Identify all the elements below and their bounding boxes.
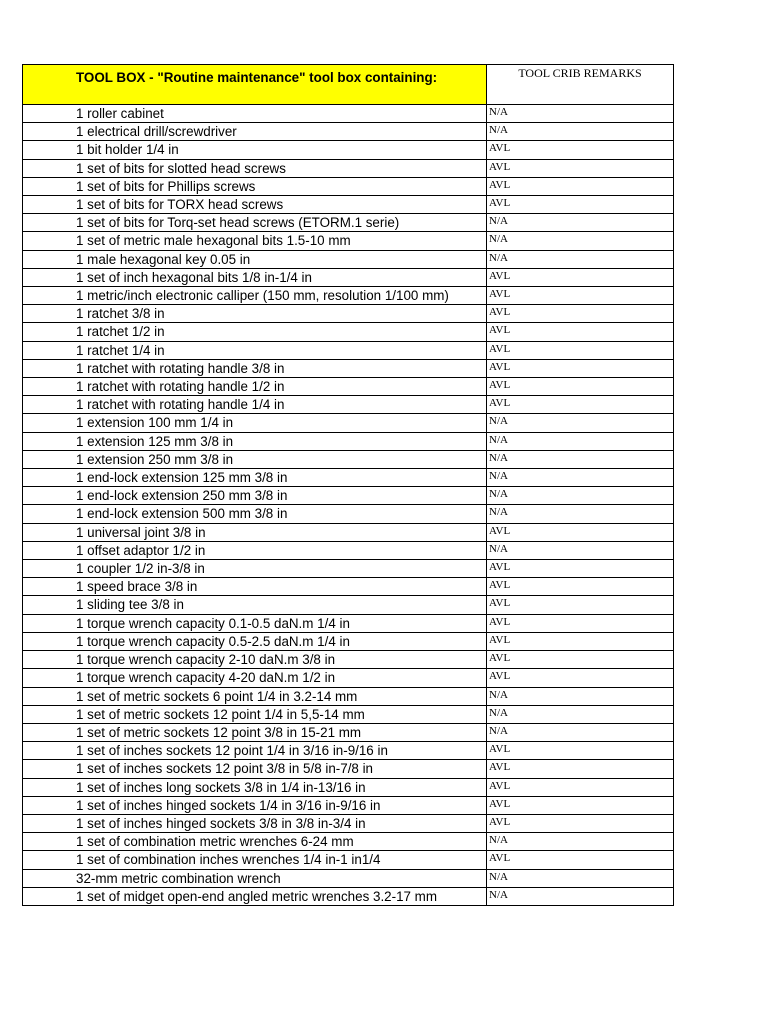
tool-item: 1 set of inches hinged sockets 1/4 in 3/16 in-9/16 in bbox=[23, 796, 487, 814]
table-row bbox=[23, 268, 674, 286]
tool-remark: N/A bbox=[487, 505, 674, 523]
tool-remark: AVL bbox=[487, 196, 674, 214]
tool-remark: AVL bbox=[487, 359, 674, 377]
tool-item: 1 ratchet 1/2 in bbox=[23, 323, 487, 341]
tool-item: 1 set of bits for slotted head screws bbox=[23, 159, 487, 177]
tool-item: 1 set of inches sockets 12 point 3/8 in 5/8 in-7/8 in bbox=[23, 760, 487, 778]
tool-item: 1 set of combination metric wrenches 6-24 mm bbox=[23, 833, 487, 851]
tool-item: 1 male hexagonal key 0.05 in bbox=[23, 250, 487, 268]
tool-remark: N/A bbox=[487, 705, 674, 723]
tool-remark: N/A bbox=[487, 541, 674, 559]
table-row bbox=[23, 796, 674, 814]
table-row bbox=[23, 469, 674, 487]
tool-remark: N/A bbox=[487, 432, 674, 450]
table-row bbox=[23, 432, 674, 450]
table-row bbox=[23, 541, 674, 559]
tool-remark: AVL bbox=[487, 796, 674, 814]
table-row bbox=[23, 723, 674, 741]
tool-remark: N/A bbox=[487, 450, 674, 468]
table-row bbox=[23, 833, 674, 851]
tool-item: 1 universal joint 3/8 in bbox=[23, 523, 487, 541]
tool-item: 1 extension 250 mm 3/8 in bbox=[23, 450, 487, 468]
table-row bbox=[23, 814, 674, 832]
tool-remark: AVL bbox=[487, 742, 674, 760]
tool-remark: AVL bbox=[487, 851, 674, 869]
table-row bbox=[23, 341, 674, 359]
tool-remark: AVL bbox=[487, 651, 674, 669]
tool-item: 1 set of metric sockets 12 point 3/8 in 15-21 mm bbox=[23, 723, 487, 741]
table-row bbox=[23, 323, 674, 341]
tool-item: 1 set of metric male hexagonal bits 1.5-10 mm bbox=[23, 232, 487, 250]
tool-remark: AVL bbox=[487, 323, 674, 341]
table-row bbox=[23, 159, 674, 177]
tool-remark: N/A bbox=[487, 414, 674, 432]
tool-box-table-body bbox=[23, 65, 674, 906]
tool-item: 1 electrical drill/screwdriver bbox=[23, 123, 487, 141]
tool-remark: AVL bbox=[487, 760, 674, 778]
table-row bbox=[23, 396, 674, 414]
tool-item: 1 offset adaptor 1/2 in bbox=[23, 541, 487, 559]
tool-remark: N/A bbox=[487, 232, 674, 250]
table-row bbox=[23, 505, 674, 523]
tool-remark: AVL bbox=[487, 396, 674, 414]
tool-item: 1 set of bits for Phillips screws bbox=[23, 177, 487, 195]
table-row bbox=[23, 414, 674, 432]
table-row bbox=[23, 578, 674, 596]
tool-remark: N/A bbox=[487, 723, 674, 741]
table-row bbox=[23, 487, 674, 505]
tool-item: 1 extension 125 mm 3/8 in bbox=[23, 432, 487, 450]
table-row bbox=[23, 232, 674, 250]
tool-remark: N/A bbox=[487, 687, 674, 705]
tool-remark: AVL bbox=[487, 632, 674, 650]
tool-item: 1 torque wrench capacity 4-20 daN.m 1/2 in bbox=[23, 669, 487, 687]
tool-remark: AVL bbox=[487, 669, 674, 687]
tool-remark: N/A bbox=[487, 887, 674, 905]
table-row bbox=[23, 760, 674, 778]
tool-item: 1 torque wrench capacity 2-10 daN.m 3/8 in bbox=[23, 651, 487, 669]
tool-item: 1 set of inches long sockets 3/8 in 1/4 in-13/16 in bbox=[23, 778, 487, 796]
table-header-row bbox=[23, 65, 674, 105]
table-row bbox=[23, 632, 674, 650]
tool-remark: AVL bbox=[487, 596, 674, 614]
table-row bbox=[23, 450, 674, 468]
tool-item: 1 end-lock extension 500 mm 3/8 in bbox=[23, 505, 487, 523]
table-row bbox=[23, 869, 674, 887]
tool-item: 1 set of bits for Torq-set head screws (ETORM.1 serie) bbox=[23, 214, 487, 232]
tool-remark: AVL bbox=[487, 578, 674, 596]
tool-remark: AVL bbox=[487, 378, 674, 396]
tool-item: 1 set of inch hexagonal bits 1/8 in-1/4 in bbox=[23, 268, 487, 286]
tool-remark: N/A bbox=[487, 869, 674, 887]
tool-item: 1 ratchet with rotating handle 1/4 in bbox=[23, 396, 487, 414]
tool-item: 1 speed brace 3/8 in bbox=[23, 578, 487, 596]
tool-remark: AVL bbox=[487, 614, 674, 632]
tool-remark: N/A bbox=[487, 250, 674, 268]
tool-remark: N/A bbox=[487, 105, 674, 123]
table-row bbox=[23, 651, 674, 669]
tool-remark: AVL bbox=[487, 523, 674, 541]
tool-remark: AVL bbox=[487, 341, 674, 359]
table-row bbox=[23, 359, 674, 377]
tool-item: 32-mm metric combination wrench bbox=[23, 869, 487, 887]
tool-crib-remarks-header: TOOL CRIB REMARKS bbox=[487, 65, 674, 105]
tool-item: 1 torque wrench capacity 0.5-2.5 daN.m 1/4 in bbox=[23, 632, 487, 650]
table-row bbox=[23, 214, 674, 232]
tool-remark: AVL bbox=[487, 141, 674, 159]
tool-item: 1 set of midget open-end angled metric wrenches 3.2-17 mm bbox=[23, 887, 487, 905]
tool-item: 1 set of inches hinged sockets 3/8 in 3/8 in-3/4 in bbox=[23, 814, 487, 832]
tool-item: 1 bit holder 1/4 in bbox=[23, 141, 487, 159]
table-row bbox=[23, 250, 674, 268]
tool-item: 1 extension 100 mm 1/4 in bbox=[23, 414, 487, 432]
table-row bbox=[23, 887, 674, 905]
tool-box-table bbox=[22, 64, 674, 906]
tool-remark: AVL bbox=[487, 814, 674, 832]
tool-item: 1 ratchet with rotating handle 3/8 in bbox=[23, 359, 487, 377]
tool-box-sheet bbox=[22, 64, 673, 906]
table-row bbox=[23, 596, 674, 614]
tool-remark: AVL bbox=[487, 159, 674, 177]
table-row bbox=[23, 560, 674, 578]
table-row bbox=[23, 105, 674, 123]
tool-item: 1 ratchet 3/8 in bbox=[23, 305, 487, 323]
tool-item: 1 coupler 1/2 in-3/8 in bbox=[23, 560, 487, 578]
table-row bbox=[23, 287, 674, 305]
tool-box-title: TOOL BOX - "Routine maintenance" tool box containing: bbox=[23, 65, 487, 105]
table-row bbox=[23, 196, 674, 214]
table-row bbox=[23, 669, 674, 687]
tool-item: 1 sliding tee 3/8 in bbox=[23, 596, 487, 614]
table-row bbox=[23, 305, 674, 323]
tool-item: 1 roller cabinet bbox=[23, 105, 487, 123]
tool-item: 1 metric/inch electronic calliper (150 mm, resolution 1/100 mm) bbox=[23, 287, 487, 305]
table-row bbox=[23, 851, 674, 869]
table-row bbox=[23, 614, 674, 632]
tool-remark: N/A bbox=[487, 123, 674, 141]
table-row bbox=[23, 177, 674, 195]
tool-remark: AVL bbox=[487, 305, 674, 323]
tool-item: 1 set of bits for TORX head screws bbox=[23, 196, 487, 214]
tool-item: 1 end-lock extension 125 mm 3/8 in bbox=[23, 469, 487, 487]
tool-item: 1 end-lock extension 250 mm 3/8 in bbox=[23, 487, 487, 505]
table-row bbox=[23, 687, 674, 705]
tool-item: 1 set of metric sockets 12 point 1/4 in 5,5-14 mm bbox=[23, 705, 487, 723]
tool-remark: N/A bbox=[487, 214, 674, 232]
tool-remark: AVL bbox=[487, 177, 674, 195]
tool-item: 1 set of inches sockets 12 point 1/4 in 3/16 in-9/16 in bbox=[23, 742, 487, 760]
tool-item: 1 torque wrench capacity 0.1-0.5 daN.m 1/4 in bbox=[23, 614, 487, 632]
table-row bbox=[23, 705, 674, 723]
table-row bbox=[23, 742, 674, 760]
table-row bbox=[23, 523, 674, 541]
table-row bbox=[23, 141, 674, 159]
table-row bbox=[23, 778, 674, 796]
tool-remark: N/A bbox=[487, 469, 674, 487]
tool-remark: AVL bbox=[487, 287, 674, 305]
tool-item: 1 ratchet with rotating handle 1/2 in bbox=[23, 378, 487, 396]
tool-item: 1 set of combination inches wrenches 1/4 in-1 in1/4 bbox=[23, 851, 487, 869]
tool-remark: N/A bbox=[487, 487, 674, 505]
tool-remark: N/A bbox=[487, 833, 674, 851]
tool-item: 1 ratchet 1/4 in bbox=[23, 341, 487, 359]
tool-remark: AVL bbox=[487, 560, 674, 578]
tool-item: 1 set of metric sockets 6 point 1/4 in 3.2-14 mm bbox=[23, 687, 487, 705]
table-row bbox=[23, 123, 674, 141]
tool-remark: AVL bbox=[487, 778, 674, 796]
tool-remark: AVL bbox=[487, 268, 674, 286]
table-row bbox=[23, 378, 674, 396]
